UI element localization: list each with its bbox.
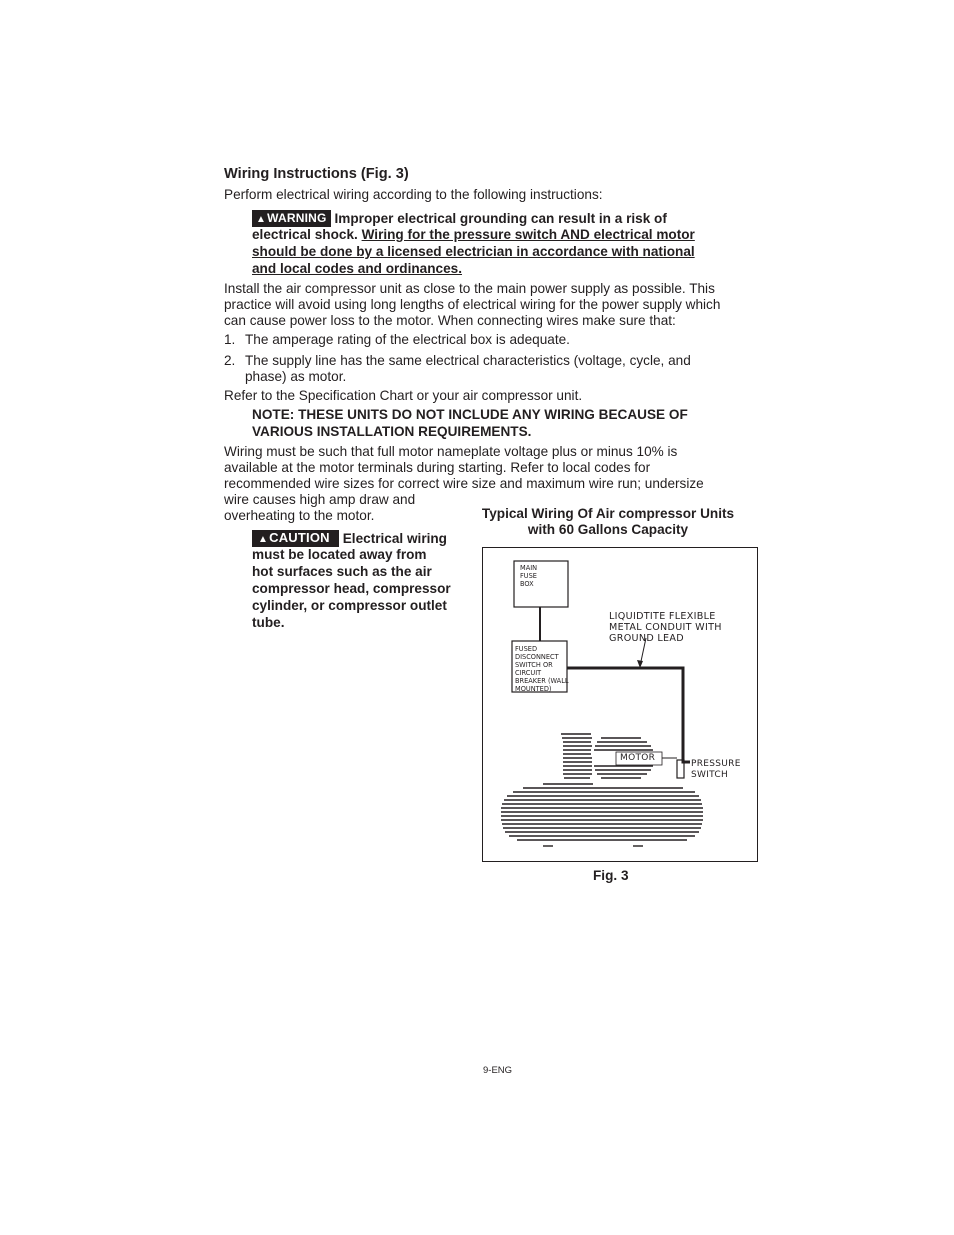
figure-title-line: Typical Wiring Of Air compressor Units (481, 506, 735, 521)
disconnect-label: FUSED DISCONNECT SWITCH OR CIRCUIT BREAKER (WALL MOUNTED) (515, 645, 569, 693)
wiring-line: recommended wire sizes for correct wire size and maximum wire run; undersize (224, 476, 704, 491)
caution-line: tube. (252, 615, 285, 630)
section-heading: Wiring Instructions (Fig. 3) (224, 166, 409, 182)
intro-text: Perform electrical wiring according to the following instructions: (224, 187, 603, 202)
caution-triangle-icon: ▲ (258, 534, 269, 545)
pressure-switch-label: PRESSURE SWITCH (691, 759, 741, 780)
warning-badge: ▲WARNING (252, 210, 331, 227)
warning-block (252, 210, 762, 278)
warning-underlined-2: should be done by a licensed electrician in accordance with national (252, 244, 695, 259)
list-text: The amperage rating of the electrical box is adequate. (245, 332, 570, 347)
caution-line: cylinder, or compressor outlet (252, 598, 447, 613)
wiring-line: wire causes high amp draw and (224, 492, 416, 507)
list-item (224, 332, 764, 353)
motor-label: MOTOR (620, 753, 656, 763)
warning-text: Improper electrical grounding can result in a risk of (334, 211, 667, 226)
install-line: Install the air compressor unit as close to the main power supply as possible. This (224, 281, 715, 296)
caution-line: must be located away from (252, 547, 427, 562)
wiring-line: available at the motor terminals during starting. Refer to local codes for (224, 460, 651, 475)
list-item (224, 353, 764, 385)
caution-line: hot surfaces such as the air (252, 564, 432, 579)
page-number: 9-ENG (483, 1065, 513, 1076)
warning-line-2: electrical shock. (252, 227, 358, 242)
caution-line: compressor head, compressor (252, 581, 451, 596)
caution-badge: ▲CAUTION (252, 530, 339, 547)
wiring-diagram (482, 547, 758, 862)
wiring-line: overheating to the motor. (224, 508, 375, 523)
wiring-diagram-svg (483, 548, 757, 861)
conduit-wire (567, 668, 690, 762)
figure-title-line: with 60 Gallons Capacity (527, 522, 689, 537)
list-text: The supply line has the same electrical characteristics (voltage, cycle, and (245, 353, 691, 368)
refer-text: Refer to the Specification Chart or your air compressor unit. (224, 388, 583, 403)
wiring-line: Wiring must be such that full motor nameplate voltage plus or minus 10% is (224, 444, 678, 459)
main-fuse-box-label: MAIN FUSE BOX (520, 564, 538, 588)
figure-title (472, 506, 744, 538)
install-line: can cause power loss to the motor. When connecting wires make sure that: (224, 313, 676, 328)
note-line: VARIOUS INSTALLATION REQUIREMENTS. (252, 424, 532, 439)
note-block (252, 407, 688, 441)
list-text: phase) as motor. (245, 369, 347, 384)
warning-triangle-icon: ▲ (256, 214, 267, 225)
install-line: practice will avoid using long lengths of electrical wiring for the power supply which (224, 297, 721, 312)
conduit-label: LIQUIDTITE FLEXIBLE METAL CONDUIT WITH GROUND LEAD (609, 611, 722, 644)
warning-underlined-1: Wiring for the pressure switch AND electrical motor (361, 227, 695, 242)
install-paragraph (224, 281, 764, 329)
list-number: 2. (224, 353, 236, 368)
list-number: 1. (224, 332, 236, 347)
caution-line: Electrical wiring (342, 531, 447, 546)
note-line: NOTE: THESE UNITS DO NOT INCLUDE ANY WIRING BECAUSE OF (252, 407, 688, 422)
caution-block (252, 530, 472, 632)
checklist (224, 332, 764, 385)
warning-underlined-3: and local codes and ordinances. (252, 261, 463, 276)
tank-shape (501, 784, 703, 846)
figure-caption: Fig. 3 (593, 868, 629, 883)
